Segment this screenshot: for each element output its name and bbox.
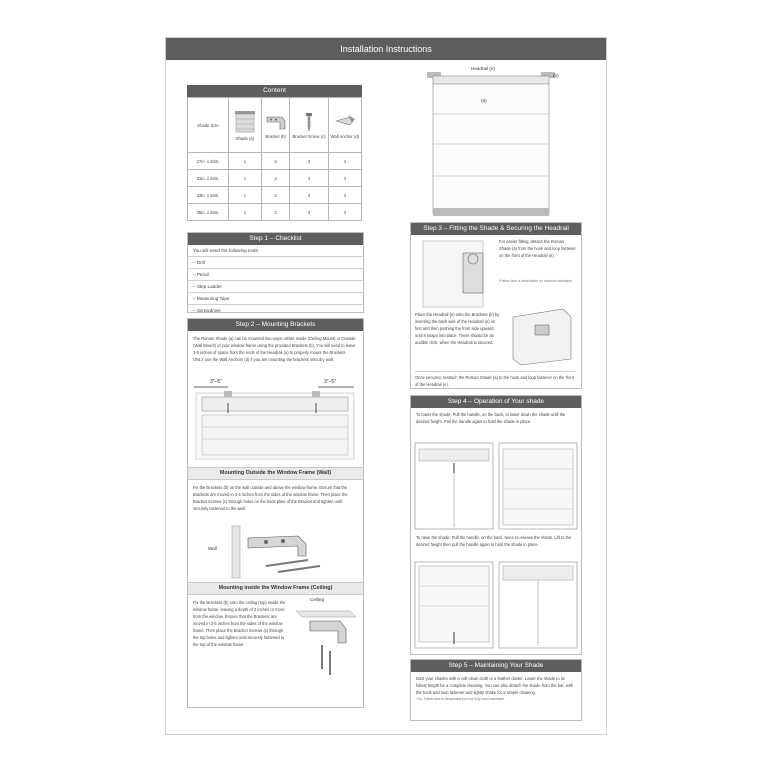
shade-raised	[419, 449, 489, 461]
col-anchor	[328, 98, 361, 153]
cell: 1	[229, 204, 262, 221]
step5-box	[410, 659, 582, 721]
bracket-hole	[264, 540, 268, 544]
col-bracket-label: Bracket (b)	[265, 134, 286, 139]
col-screw	[290, 98, 328, 153]
inside-mount-body: Fix the Brackets (b) onto the ceiling (top) inside the window frame, leaving a depth of 3 inches or more from the window. Ensure that the Brackets are moved in 3-5 inches from the sides of the window frame. Then place the Bracket Screws (c) through the top holes and tighten until securely fastened to the top of the window frame.	[193, 600, 286, 647]
checklist-item: – Step Ladder	[188, 281, 363, 293]
bracket-hole	[281, 539, 285, 543]
checklist-item: – Measuring Tape	[188, 293, 363, 305]
shade-raised	[503, 566, 573, 580]
step2-title: Step 2 – Mounting Brackets	[188, 319, 363, 331]
cell: 4	[328, 170, 361, 187]
step3-box	[410, 222, 582, 389]
headrail-label: Headrail (e)	[471, 66, 495, 71]
cell: 2	[261, 153, 290, 170]
bracket-drawing	[248, 536, 306, 556]
bracket-spacing-diagram	[188, 377, 363, 467]
screw-icon	[298, 111, 320, 133]
cell: 4	[328, 153, 361, 170]
dim-right-label: 3"–5"	[324, 379, 336, 385]
step4-box	[410, 395, 582, 655]
step4-raise-text: To raise the shade: Pull the handle, on the back, twice to release the shade. Lift to the desired height then pull the handle again to hold the shade in place.	[416, 535, 572, 547]
hero-shade-illustration	[421, 64, 571, 234]
step3-content	[411, 235, 581, 385]
outside-mount-title: Mounting Outside the Window Frame (Wall)	[188, 467, 363, 480]
ceiling-label: Ceiling	[310, 597, 325, 602]
content-table-box	[187, 85, 362, 227]
cell: 4	[290, 170, 328, 187]
cell: 4	[328, 204, 361, 221]
headrail	[202, 397, 348, 411]
outside-mount-body: Fix the Brackets (b) on the wall outside and above the window frame. Ensure that the Brackets are moved in 3-5 inches from the sides of the window frame. Then place the Bracket Screws (c) through holes on the back plate of the Bracket and tighten until securely fastened to the wall.	[193, 485, 348, 511]
step1-box	[187, 232, 364, 313]
wall-section	[232, 526, 240, 578]
cell: 2	[261, 187, 290, 204]
step3-text3: Once secured, reattach the Roman Shade (a) to the hook and loop fastener on the front of the Headrail (e).	[415, 371, 575, 388]
bracket-drawing	[535, 325, 549, 335]
bottom-bar	[433, 208, 549, 216]
table-row	[188, 153, 362, 170]
step3-text2: Place the Headrail (e) onto the Brackets (b) by inserting the back side of the Headrail (e) on first and then pushing the front side upward until it snaps into place. There should be an audible click, when the Headrail is secured.	[415, 312, 500, 345]
cell: 4	[328, 187, 361, 204]
screw-drawing	[266, 560, 308, 566]
cell: 33in. x 64in.	[188, 187, 229, 204]
step3-note1: *Fabric face is detachable for machine washable	[499, 279, 572, 283]
checklist-item: – Pencil	[188, 269, 363, 281]
bracket-icon	[264, 111, 288, 133]
cell: 1	[229, 187, 262, 204]
checklist-item: – Drill	[188, 257, 363, 269]
instruction-sheet	[165, 37, 607, 735]
cell: 35in. x 64in.	[188, 204, 229, 221]
shade-fabric	[433, 84, 549, 214]
shade-lowered	[503, 449, 573, 525]
step1-intro: You will need the following tools:	[188, 245, 363, 257]
shade-label: (a)	[481, 98, 487, 103]
bracket-drawing	[310, 621, 346, 643]
ceiling-bracket-illustration	[290, 603, 360, 691]
table-row	[188, 187, 362, 204]
bracket-left	[224, 391, 232, 397]
page-title: Installation Instructions	[166, 38, 606, 60]
col-shade-label: Shade (a)	[235, 136, 255, 141]
step3-title: Step 3 – Fitting the Shade & Securing the Headrail	[411, 223, 581, 235]
bracket-label: (b)	[553, 73, 559, 78]
content-table	[187, 97, 362, 221]
cell: 2	[261, 204, 290, 221]
col-shade	[229, 98, 262, 153]
step2-box	[187, 318, 364, 708]
cell: 4	[290, 153, 328, 170]
col-screw-label: Bracket Screw (c)	[292, 134, 326, 139]
headrail	[433, 76, 549, 84]
inside-mount-section	[188, 595, 363, 691]
col-shade-size: Shade Size	[188, 98, 229, 153]
cell: 2	[261, 170, 290, 187]
cell: 4	[290, 204, 328, 221]
step4-title: Step 4 – Operation of Your shade	[411, 396, 581, 408]
shade-icon	[231, 109, 259, 135]
step5-body: Dust your shades with a soft clean cloth or a feather duster. Lower the shade to its fullest length for a complete cleaning. You can also detach the shade from the bar, with the hook and loop fastener and lightly shake for a simple cleaning.	[416, 676, 574, 695]
content-header: Content	[187, 85, 362, 97]
shade-lowered	[419, 566, 489, 642]
raise-shade-illustration	[411, 560, 581, 652]
col-anchor-label: Wall Anchor (d)	[330, 134, 360, 139]
table-row	[188, 170, 362, 187]
step3-text1: For easier fitting, detach the Roman Shade (a) from the hook and loop fastener on the front of the Headrail (e).	[499, 239, 576, 258]
lower-shade-illustration	[411, 439, 581, 531]
table-row	[188, 204, 362, 221]
wall-label: Wall	[208, 546, 217, 551]
screw-drawing	[278, 566, 320, 572]
wall-bracket-illustration	[188, 524, 363, 582]
outside-mount-diagram	[188, 524, 363, 582]
inside-mount-title: Mounting inside the Window Frame (Ceiling)	[188, 582, 363, 595]
roman-shade-drawing	[421, 64, 571, 234]
shade-panel	[463, 253, 483, 293]
wall-anchor-icon	[332, 111, 358, 133]
shade-body	[202, 415, 348, 455]
dim-left-label: 3"–5"	[210, 379, 222, 385]
step5-title: Step 5 – Maintaining Your Shade	[411, 660, 581, 672]
headrail-attach-illustration	[505, 307, 579, 369]
cell: 1	[229, 153, 262, 170]
bracket-right	[312, 391, 320, 397]
headrail-drawing	[513, 309, 571, 365]
cell: 27in. x 64in.	[188, 153, 229, 170]
cell: 31in. x 64in.	[188, 170, 229, 187]
cell: 4	[290, 187, 328, 204]
col-bracket	[261, 98, 290, 153]
step2-body: The Roman Shade (a) can be mounted two ways: either Inside (Ceiling Mount) or Outside (Wall Mount) of your window frame using the provided Brackets (b). You will need to leave 3-5 inches of space from the ends of the Headrail (a) to properly mount the Brackets. ONLY use the Wall Anchors (d) if you are mounting the brackets onto dry wall.	[193, 336, 356, 362]
detach-shade-illustration	[413, 239, 495, 309]
checklist-item: – Screwdriver	[193, 308, 222, 313]
step1-title: Step 1 – Checklist	[188, 233, 363, 245]
step5-note: *Tip: Fabric face is detachable just not fully hand washable.	[416, 697, 506, 701]
ceiling-surface	[296, 611, 356, 617]
cell: 1	[229, 170, 262, 187]
step4-lower-text: To lower the shade: Pull the handle, on the back, to lower down the shade until the desired height. Pull the handle again to hold the shade in place.	[416, 412, 566, 424]
